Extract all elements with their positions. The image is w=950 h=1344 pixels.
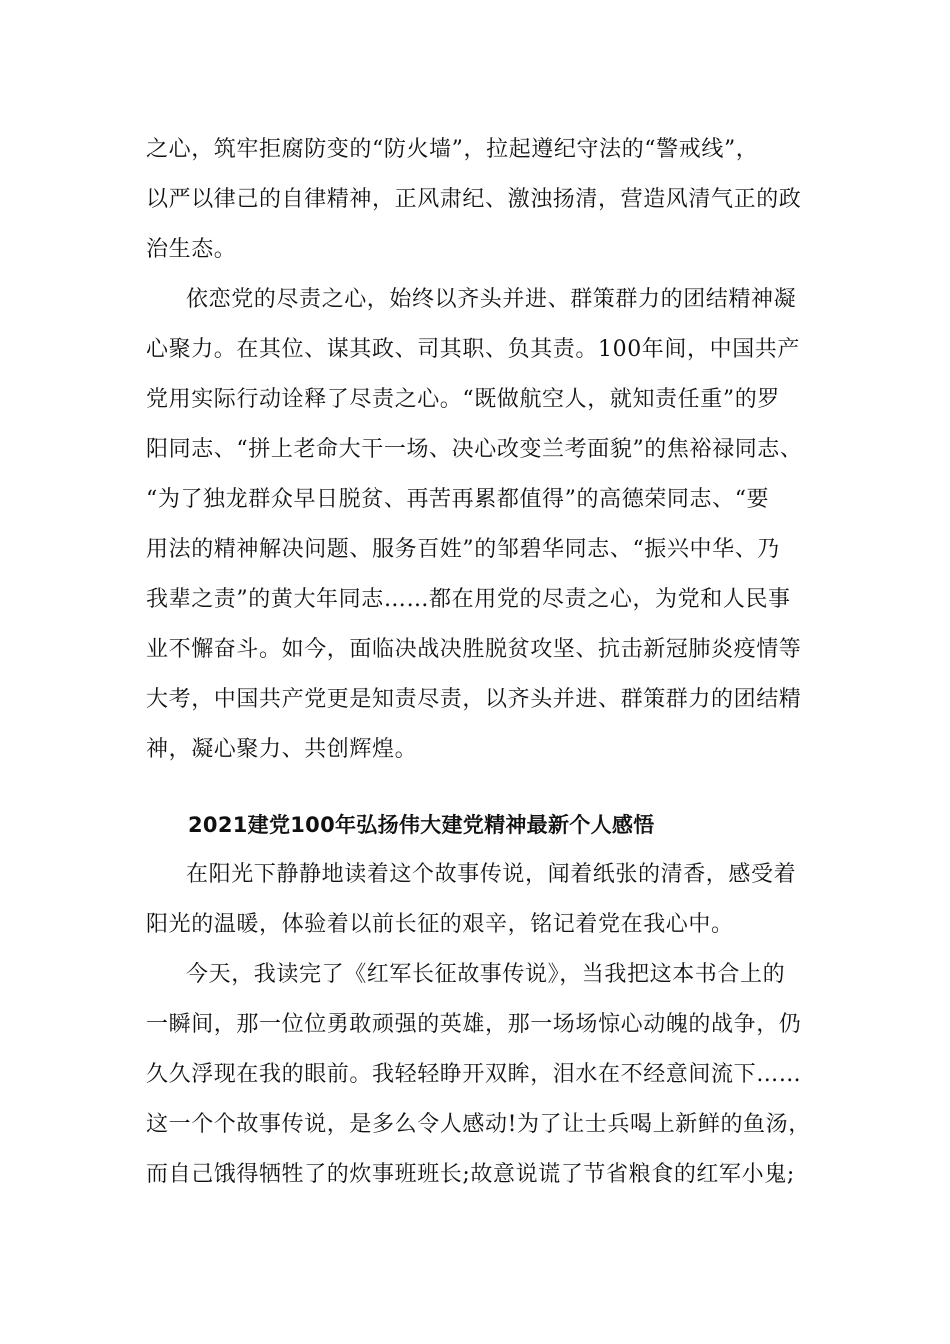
text-line: 心聚力。在其位、谋其政、司其职、负其责。100年间，中国共产 [146, 337, 800, 362]
text-line: 久久浮现在我的眼前。我轻轻睁开双眸，泪水在不经意间流下…… [146, 1062, 802, 1087]
text-line: 依恋党的尽责之心，始终以齐头并进、群策群力的团结精神凝 [186, 287, 797, 312]
text-line: 今天，我读完了《红军长征故事传说》，当我把这本书合上的 [186, 962, 786, 987]
text-line: 治生态。 [146, 237, 237, 262]
text-line: “为了独龙群众早日脱贫、再苦再累都值得”的高德荣同志、“要 [146, 487, 770, 512]
text-line: 阳同志、“拼上老命大干一场、决心改变兰考面貌”的焦裕禄同志、 [146, 437, 803, 462]
text-line: 之心，筑牢拒腐防变的“防火墙”，拉起遵纪守法的“警戒线”， [146, 137, 759, 162]
text-line: 在阳光下静静地读着这个故事传说，闻着纸张的清香，感受着 [186, 862, 797, 887]
text-line: 党用实际行动诠释了尽责之心。“既做航空人，就知责任重”的罗 [146, 387, 780, 412]
text-line: 以严以律己的自律精神，正风肃纪、激浊扬清，营造风清气正的政 [146, 187, 802, 212]
text-line: 大考，中国共产党更是知责尽责，以齐头并进、群策群力的团结精 [146, 687, 802, 712]
text-line: 一瞬间，那一位位勇敢顽强的英雄，那一场场惊心动魄的战争，仍 [146, 1012, 802, 1037]
text-line: 而自己饿得牺牲了的炊事班班长;故意说谎了节省粮食的红军小鬼; [146, 1162, 795, 1187]
text-line: 我辈之责”的黄大年同志……都在用党的尽责之心，为党和人民事 [146, 587, 791, 612]
text-line: 阳光的温暖，体验着以前长征的艰辛，铭记着党在我心中。 [146, 912, 734, 937]
text-line: 神，凝心聚力、共创辉煌。 [146, 737, 418, 762]
text-line: 用法的精神解决问题、服务百姓”的邹碧华同志、“振兴中华、乃 [146, 537, 780, 562]
text-line: 这一个个故事传说，是多么令人感动!为了让士兵喝上新鲜的鱼汤， [146, 1112, 811, 1137]
section-heading: 2021建党100年弘扬伟大建党精神最新个人感悟 [188, 813, 655, 837]
text-line: 业不懈奋斗。如今，面临决战决胜脱贫攻坚、抗击新冠肺炎疫情等 [146, 637, 802, 662]
